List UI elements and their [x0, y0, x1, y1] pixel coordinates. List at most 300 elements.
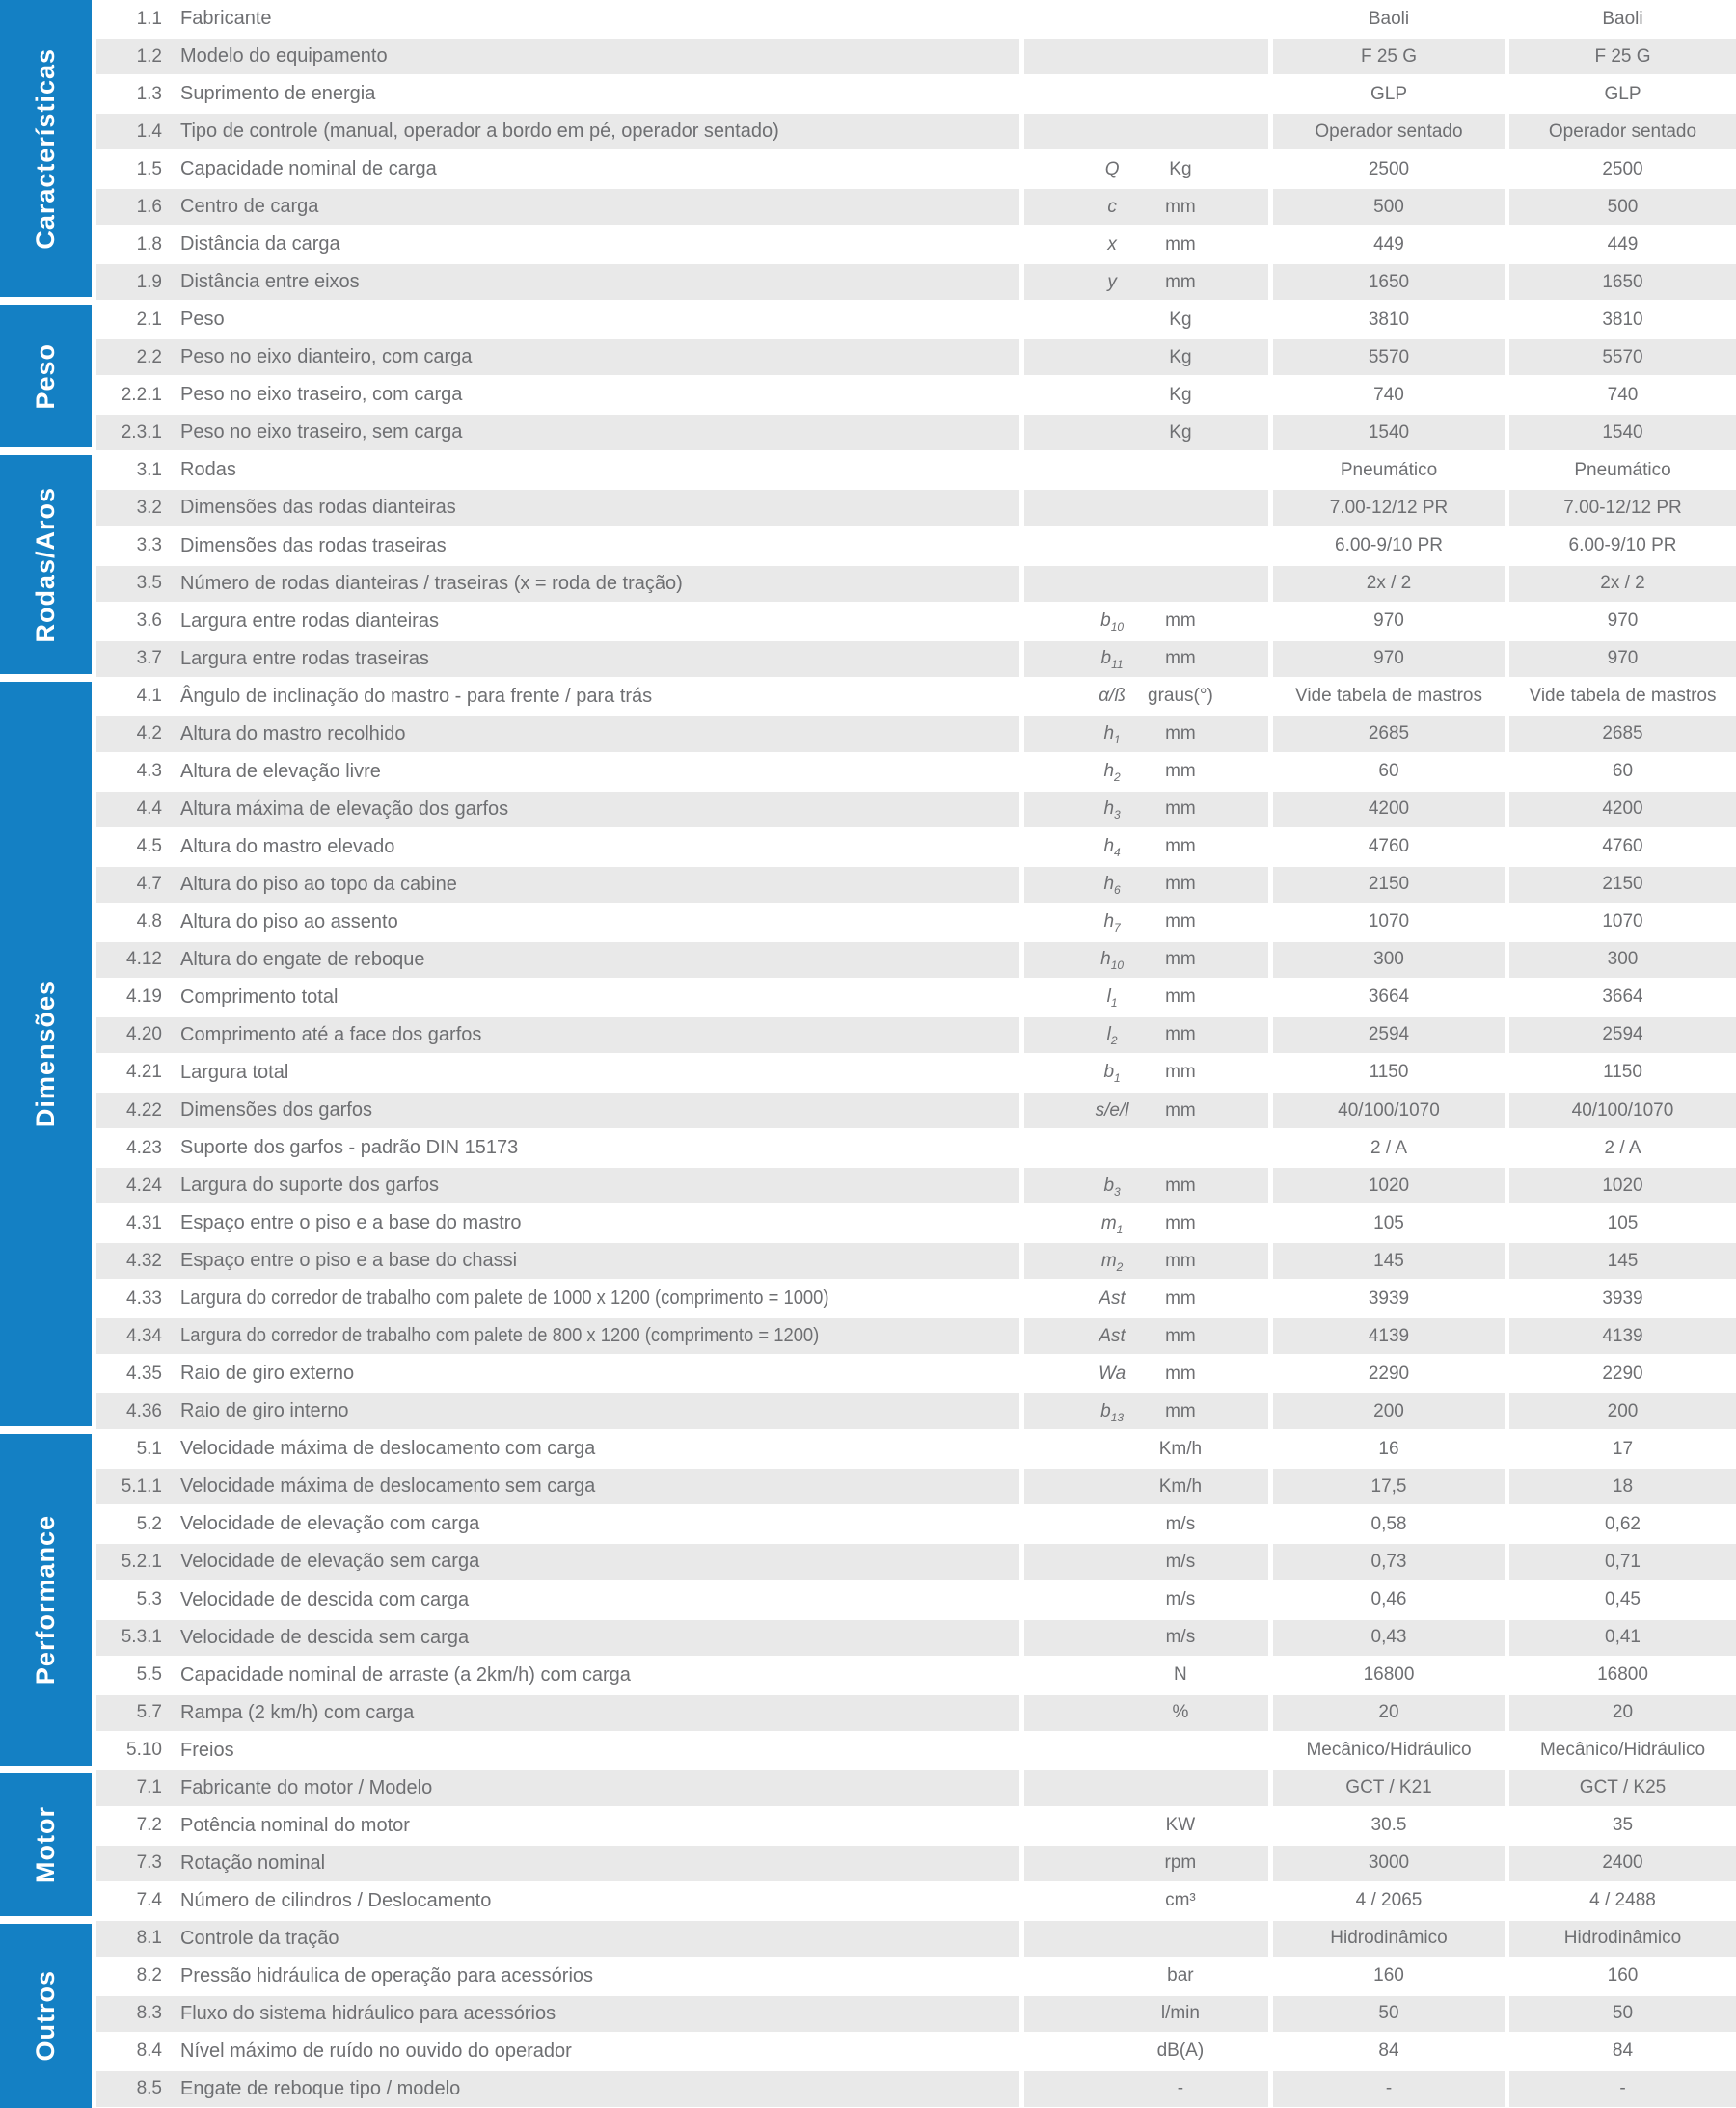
symbol-unit-cell — [1024, 1431, 1268, 1467]
row-description: Comprimento total — [180, 986, 339, 1008]
value-cell-model-1 — [1273, 76, 1505, 112]
value-model-1: GLP — [1370, 83, 1408, 104]
unit: mm — [1165, 233, 1196, 255]
symbol-subscript: 1 — [1110, 996, 1118, 1011]
row-number: 5.3.1 — [121, 1627, 162, 1648]
value-model-1: 300 — [1373, 949, 1404, 970]
table-row — [96, 1280, 1736, 1317]
table-row — [96, 338, 1736, 376]
section-rows — [96, 0, 1736, 301]
value-cell-model-2 — [1509, 264, 1736, 300]
value-model-1: 3810 — [1368, 309, 1410, 330]
table-row — [96, 263, 1736, 301]
value-model-2: 4139 — [1602, 1325, 1643, 1346]
row-number: 3.7 — [136, 648, 162, 669]
row-description: Engate de reboque tipo / modelo — [180, 2077, 461, 2099]
value-model-1: 1150 — [1369, 1062, 1409, 1083]
row-number: 8.5 — [136, 2078, 162, 2099]
section-title: Características — [31, 47, 60, 250]
description-cell — [96, 1205, 1019, 1241]
symbol-unit-cell — [1024, 829, 1268, 865]
row-description: Ângulo de inclinação do mastro - para frente / para trás — [180, 685, 653, 707]
description-cell — [96, 1620, 1019, 1656]
symbol-main: Wa — [1098, 1363, 1126, 1384]
value-cell-model-2 — [1509, 1055, 1736, 1091]
symbol-unit-cell — [1024, 942, 1268, 978]
description-cell — [96, 377, 1019, 413]
row-number: 1.8 — [136, 233, 162, 255]
value-model-2: Pneumático — [1574, 459, 1671, 480]
value-model-2: 50 — [1612, 2003, 1634, 2024]
value-model-1: 500 — [1373, 196, 1404, 217]
symbol-subscript: 2 — [1114, 770, 1121, 785]
symbol-unit-cell — [1024, 39, 1268, 74]
value-model-1: 2290 — [1368, 1363, 1410, 1384]
table-row — [96, 301, 1736, 338]
table-row — [96, 376, 1736, 414]
symbol-main: l — [1106, 986, 1111, 1008]
unit: mm — [1165, 1175, 1196, 1196]
symbol-main: Ast — [1099, 1325, 1126, 1346]
value-cell-model-1 — [1273, 2071, 1505, 2107]
unit: mm — [1165, 1250, 1196, 1271]
description-cell — [96, 1506, 1019, 1542]
table-row — [96, 603, 1736, 640]
value-cell-model-1 — [1273, 754, 1505, 790]
description-cell — [96, 792, 1019, 827]
symbol — [1096, 1100, 1129, 1122]
value-cell-model-2 — [1509, 1356, 1736, 1392]
row-number: 3.6 — [136, 610, 162, 632]
symbol-unit-cell — [1024, 566, 1268, 602]
row-description: Espaço entre o piso e a base do mastro — [180, 1212, 522, 1234]
value-cell-model-1 — [1273, 1695, 1505, 1731]
symbol-unit-cell — [1024, 452, 1268, 488]
value-cell-model-2 — [1509, 2034, 1736, 2069]
row-description: Altura do engate de reboque — [180, 948, 425, 970]
value-model-1: 4200 — [1368, 798, 1410, 820]
value-model-1: 1650 — [1368, 271, 1410, 292]
value-cell-model-1 — [1273, 2034, 1505, 2069]
table-row — [96, 1543, 1736, 1581]
table-row — [96, 1845, 1736, 1882]
value-cell-model-1 — [1273, 641, 1505, 677]
value-model-2: 2685 — [1602, 723, 1643, 744]
value-model-1: 16 — [1378, 1438, 1399, 1459]
unit: Kg — [1169, 421, 1192, 443]
section-rows — [96, 1920, 1736, 2108]
value-model-2: 105 — [1607, 1212, 1639, 1233]
table-row — [96, 527, 1736, 564]
symbol-unit-cell — [1024, 1130, 1268, 1166]
symbol-main: Q — [1104, 158, 1120, 179]
row-description: Velocidade de elevação sem carga — [180, 1551, 480, 1573]
symbol-unit-cell — [1024, 1770, 1268, 1806]
row-number: 4.21 — [126, 1062, 162, 1083]
value-cell-model-1 — [1273, 1243, 1505, 1279]
value-cell-model-2 — [1509, 792, 1736, 827]
row-description: Peso no eixo traseiro, sem carga — [180, 421, 463, 444]
value-cell-model-1 — [1273, 1808, 1505, 1844]
description-cell — [96, 415, 1019, 450]
value-cell-model-1 — [1273, 1130, 1505, 1166]
value-model-1: Hidrodinâmico — [1330, 1928, 1448, 1949]
unit: mm — [1165, 986, 1196, 1008]
unit: mm — [1165, 610, 1196, 632]
row-description: Fluxo do sistema hidráulico para acessórios — [180, 2002, 556, 2024]
row-description: Dimensões das rodas dianteiras — [180, 497, 456, 519]
row-description: Suprimento de energia — [180, 83, 376, 105]
table-row — [96, 1657, 1736, 1694]
value-cell-model-1 — [1273, 1205, 1505, 1241]
value-cell-model-1 — [1273, 980, 1505, 1015]
value-cell-model-2 — [1509, 339, 1736, 375]
description-cell — [96, 151, 1019, 187]
symbol-unit-cell — [1024, 339, 1268, 375]
value-cell-model-2 — [1509, 604, 1736, 639]
value-cell-model-2 — [1509, 1959, 1736, 1994]
value-cell-model-2 — [1509, 1205, 1736, 1241]
symbol-main: h — [1103, 798, 1115, 820]
row-number: 8.3 — [136, 2003, 162, 2024]
unit: Kg — [1169, 346, 1192, 367]
value-model-2: 1540 — [1602, 421, 1643, 443]
value-cell-model-1 — [1273, 415, 1505, 450]
description-cell — [96, 1168, 1019, 1203]
row-description: Peso no eixo traseiro, com carga — [180, 384, 463, 406]
value-model-1: 0,73 — [1370, 1551, 1407, 1572]
unit: cm³ — [1165, 1890, 1196, 1911]
value-model-1: 2685 — [1368, 723, 1410, 744]
description-cell — [96, 189, 1019, 225]
value-cell-model-1 — [1273, 679, 1505, 715]
row-number: 2.1 — [136, 309, 162, 330]
value-cell-model-1 — [1273, 151, 1505, 187]
value-model-2: 300 — [1607, 949, 1639, 970]
unit: N — [1174, 1664, 1187, 1686]
row-number: 3.5 — [136, 573, 162, 594]
description-cell — [96, 1959, 1019, 1994]
table-row — [96, 1581, 1736, 1618]
unit: m/s — [1165, 1551, 1196, 1572]
row-number: 4.3 — [136, 761, 162, 782]
description-cell — [96, 1733, 1019, 1769]
row-number: 4.35 — [126, 1363, 162, 1384]
description-cell — [96, 1281, 1019, 1316]
row-description: Pressão hidráulica de operação para acessórios — [180, 1964, 594, 1986]
value-model-2: 60 — [1612, 761, 1634, 782]
table-row — [96, 1355, 1736, 1392]
table-row — [96, 1167, 1736, 1204]
unit: KW — [1165, 1815, 1196, 1836]
value-cell-model-2 — [1509, 114, 1736, 149]
description-cell — [96, 1581, 1019, 1617]
value-model-2: Operador sentado — [1548, 121, 1697, 142]
symbol-unit-cell — [1024, 1, 1268, 37]
value-model-1: 1540 — [1368, 421, 1410, 443]
section-rows — [96, 451, 1736, 677]
value-cell-model-1 — [1273, 1318, 1505, 1354]
section-title: Rodas/Aros — [31, 486, 60, 643]
row-number: 5.5 — [136, 1664, 162, 1686]
unit: - — [1177, 2078, 1184, 2099]
symbol — [1103, 761, 1121, 785]
value-cell-model-2 — [1509, 942, 1736, 978]
value-model-1: 50 — [1378, 2003, 1399, 2024]
value-model-1: 449 — [1373, 233, 1404, 255]
value-model-2: GCT / K25 — [1579, 1777, 1667, 1798]
row-description: Velocidade máxima de deslocamento com carga — [180, 1438, 596, 1460]
value-cell-model-1 — [1273, 114, 1505, 149]
description-cell — [96, 942, 1019, 978]
row-number: 4.24 — [126, 1175, 162, 1196]
description-cell — [96, 39, 1019, 74]
row-description: Número de rodas dianteiras / traseiras (x = roda de tração) — [180, 572, 683, 594]
symbol-unit-cell — [1024, 1318, 1268, 1354]
value-cell-model-1 — [1273, 867, 1505, 903]
unit: mm — [1165, 1099, 1196, 1121]
row-description: Largura entre rodas traseiras — [180, 647, 429, 669]
symbol-subscript: 1 — [1114, 732, 1121, 746]
symbol-subscript: 3 — [1114, 1184, 1121, 1199]
table-row — [96, 75, 1736, 113]
value-model-1: 2594 — [1368, 1024, 1410, 1045]
unit: mm — [1165, 798, 1196, 820]
value-model-2: 5570 — [1602, 346, 1643, 367]
value-model-2: Mecânico/Hidráulico — [1539, 1740, 1706, 1761]
value-model-1: 200 — [1373, 1400, 1404, 1421]
row-number: 1.5 — [136, 158, 162, 179]
symbol — [1107, 234, 1117, 256]
row-number: 4.23 — [126, 1137, 162, 1158]
description-cell — [96, 227, 1019, 262]
value-cell-model-2 — [1509, 1996, 1736, 2032]
symbol-unit-cell — [1024, 76, 1268, 112]
value-model-1: 3664 — [1368, 986, 1410, 1008]
symbol — [1100, 1401, 1124, 1422]
value-model-2: 200 — [1607, 1400, 1639, 1421]
value-cell-model-2 — [1509, 754, 1736, 790]
value-cell-model-2 — [1509, 452, 1736, 488]
table-row — [96, 1920, 1736, 1958]
value-model-1: 0,46 — [1370, 1589, 1407, 1609]
table-row — [96, 941, 1736, 979]
description-cell — [96, 1393, 1019, 1429]
value-model-1: 20 — [1378, 1702, 1399, 1723]
row-description: Altura do mastro elevado — [180, 835, 395, 857]
table-row — [96, 1807, 1736, 1845]
row-description: Capacidade nominal de carga — [180, 158, 437, 180]
row-number: 1.1 — [136, 8, 162, 29]
value-model-2: 449 — [1607, 233, 1639, 255]
description-cell — [96, 1318, 1019, 1354]
symbol-unit-cell — [1024, 716, 1268, 752]
row-number: 5.2.1 — [121, 1551, 162, 1572]
row-description: Centro de carga — [180, 196, 319, 218]
row-description: Distância da carga — [180, 233, 340, 256]
row-description: Velocidade de descida com carga — [180, 1588, 470, 1610]
value-model-1: 7.00-12/12 PR — [1329, 497, 1449, 518]
symbol — [1099, 686, 1126, 707]
value-cell-model-2 — [1509, 905, 1736, 940]
value-cell-model-1 — [1273, 1281, 1505, 1316]
value-cell-model-1 — [1273, 1581, 1505, 1617]
row-number: 7.2 — [136, 1815, 162, 1836]
table-row — [96, 38, 1736, 75]
section-title: Peso — [31, 343, 60, 410]
value-model-1: 2x / 2 — [1366, 573, 1412, 594]
description-cell — [96, 527, 1019, 563]
value-model-2: 4760 — [1602, 836, 1643, 857]
value-model-2: 17 — [1612, 1438, 1634, 1459]
unit: Kg — [1169, 384, 1192, 405]
value-model-1: 84 — [1378, 2040, 1399, 2062]
value-cell-model-2 — [1509, 980, 1736, 1015]
unit: mm — [1165, 911, 1196, 932]
value-model-2: 3939 — [1602, 1287, 1643, 1309]
value-model-1: 145 — [1373, 1250, 1404, 1271]
value-cell-model-2 — [1509, 302, 1736, 338]
symbol-unit-cell — [1024, 905, 1268, 940]
value-cell-model-2 — [1509, 490, 1736, 526]
value-cell-model-1 — [1273, 39, 1505, 74]
description-cell — [96, 1093, 1019, 1128]
symbol-main: h — [1103, 836, 1115, 857]
symbol-unit-cell — [1024, 2034, 1268, 2069]
row-number: 4.36 — [126, 1400, 162, 1421]
value-cell-model-1 — [1273, 1017, 1505, 1053]
value-model-1: 5570 — [1368, 346, 1410, 367]
value-cell-model-2 — [1509, 1544, 1736, 1580]
row-description: Raio de giro interno — [180, 1400, 349, 1422]
value-model-2: 740 — [1607, 384, 1639, 405]
section-rows — [96, 1430, 1736, 1769]
unit: mm — [1165, 1024, 1196, 1045]
row-description: Dimensões das rodas traseiras — [180, 534, 447, 556]
description-cell — [96, 1017, 1019, 1053]
value-cell-model-1 — [1273, 1093, 1505, 1128]
symbol-subscript: 13 — [1110, 1410, 1125, 1424]
unit: Km/h — [1158, 1475, 1203, 1497]
value-cell-model-1 — [1273, 905, 1505, 940]
symbol-main: h — [1103, 911, 1115, 932]
value-cell-model-1 — [1273, 227, 1505, 262]
description-cell — [96, 2034, 1019, 2069]
symbol — [1103, 1062, 1121, 1086]
table-row — [96, 1430, 1736, 1468]
symbol — [1101, 648, 1124, 669]
value-model-1: 60 — [1378, 761, 1399, 782]
symbol-unit-cell — [1024, 227, 1268, 262]
row-number: 4.31 — [126, 1212, 162, 1233]
value-cell-model-1 — [1273, 716, 1505, 752]
value-cell-model-1 — [1273, 1, 1505, 37]
symbol-unit-cell — [1024, 2071, 1268, 2107]
symbol-subscript: 1 — [1114, 1071, 1121, 1086]
row-description: Modelo do equipamento — [180, 45, 388, 68]
unit: m/s — [1165, 1627, 1196, 1648]
symbol-unit-cell — [1024, 679, 1268, 715]
value-model-1: 3939 — [1368, 1287, 1410, 1309]
row-description: Largura do suporte dos garfos — [180, 1175, 439, 1197]
value-cell-model-1 — [1273, 1055, 1505, 1091]
description-cell — [96, 679, 1019, 715]
table-row — [96, 904, 1736, 941]
description-cell — [96, 716, 1019, 752]
value-cell-model-1 — [1273, 377, 1505, 413]
value-cell-model-2 — [1509, 189, 1736, 225]
spec-section — [0, 1430, 1736, 1769]
symbol-subscript: 11 — [1111, 657, 1124, 671]
table-row — [96, 1016, 1736, 1054]
symbol-unit-cell — [1024, 867, 1268, 903]
symbol — [1100, 610, 1124, 632]
unit: mm — [1165, 761, 1196, 782]
symbol — [1103, 1176, 1120, 1197]
symbol-main: m — [1100, 1212, 1117, 1233]
value-cell-model-2 — [1509, 1, 1736, 37]
value-model-1: 6.00-9/10 PR — [1335, 535, 1443, 555]
unit: rpm — [1164, 1852, 1197, 1874]
unit: mm — [1165, 1212, 1196, 1233]
row-number: 4.34 — [126, 1325, 162, 1346]
symbol-unit-cell — [1024, 1243, 1268, 1279]
value-cell-model-2 — [1509, 1093, 1736, 1128]
value-cell-model-1 — [1273, 1846, 1505, 1881]
value-model-2: 2594 — [1602, 1024, 1643, 1045]
symbol-unit-cell — [1024, 1393, 1268, 1429]
value-model-2: 3810 — [1602, 309, 1643, 330]
symbol-subscript: 10 — [1110, 959, 1125, 973]
value-model-2: Hidrodinâmico — [1563, 1928, 1682, 1949]
value-model-2: GLP — [1604, 83, 1641, 104]
row-description: Nível máximo de ruído no ouvido do operador — [180, 2040, 572, 2062]
table-row — [96, 1129, 1736, 1167]
section-label-block — [0, 1924, 92, 2108]
table-row — [96, 0, 1736, 38]
value-cell-model-2 — [1509, 415, 1736, 450]
table-row — [96, 791, 1736, 828]
value-model-1: 160 — [1373, 1965, 1404, 1986]
symbol-unit-cell — [1024, 264, 1268, 300]
value-model-1: 740 — [1373, 384, 1404, 405]
symbol-unit-cell — [1024, 490, 1268, 526]
symbol-subscript: 2 — [1116, 1259, 1124, 1274]
unit: mm — [1165, 648, 1196, 669]
value-model-2: 1150 — [1603, 1062, 1642, 1083]
symbol-subscript: 6 — [1114, 883, 1121, 898]
symbol-unit-cell — [1024, 980, 1268, 1015]
symbol-unit-cell — [1024, 1921, 1268, 1957]
value-model-2: 40/100/1070 — [1571, 1099, 1674, 1121]
symbol-unit-cell — [1024, 604, 1268, 639]
description-cell — [96, 1469, 1019, 1504]
value-model-2: 35 — [1612, 1815, 1634, 1836]
row-number: 4.12 — [126, 949, 162, 970]
value-cell-model-2 — [1509, 151, 1736, 187]
row-number: 3.3 — [136, 535, 162, 555]
value-cell-model-2 — [1509, 1393, 1736, 1429]
spec-section — [0, 0, 1736, 301]
row-description: Velocidade de elevação com carga — [180, 1513, 480, 1535]
symbol-main: b — [1100, 648, 1112, 669]
value-cell-model-2 — [1509, 1168, 1736, 1203]
description-cell — [96, 1544, 1019, 1580]
row-description: Rotação nominal — [180, 1851, 326, 1874]
value-model-2: 160 — [1607, 1965, 1639, 1986]
unit: m/s — [1165, 1589, 1196, 1609]
table-row — [96, 866, 1736, 904]
